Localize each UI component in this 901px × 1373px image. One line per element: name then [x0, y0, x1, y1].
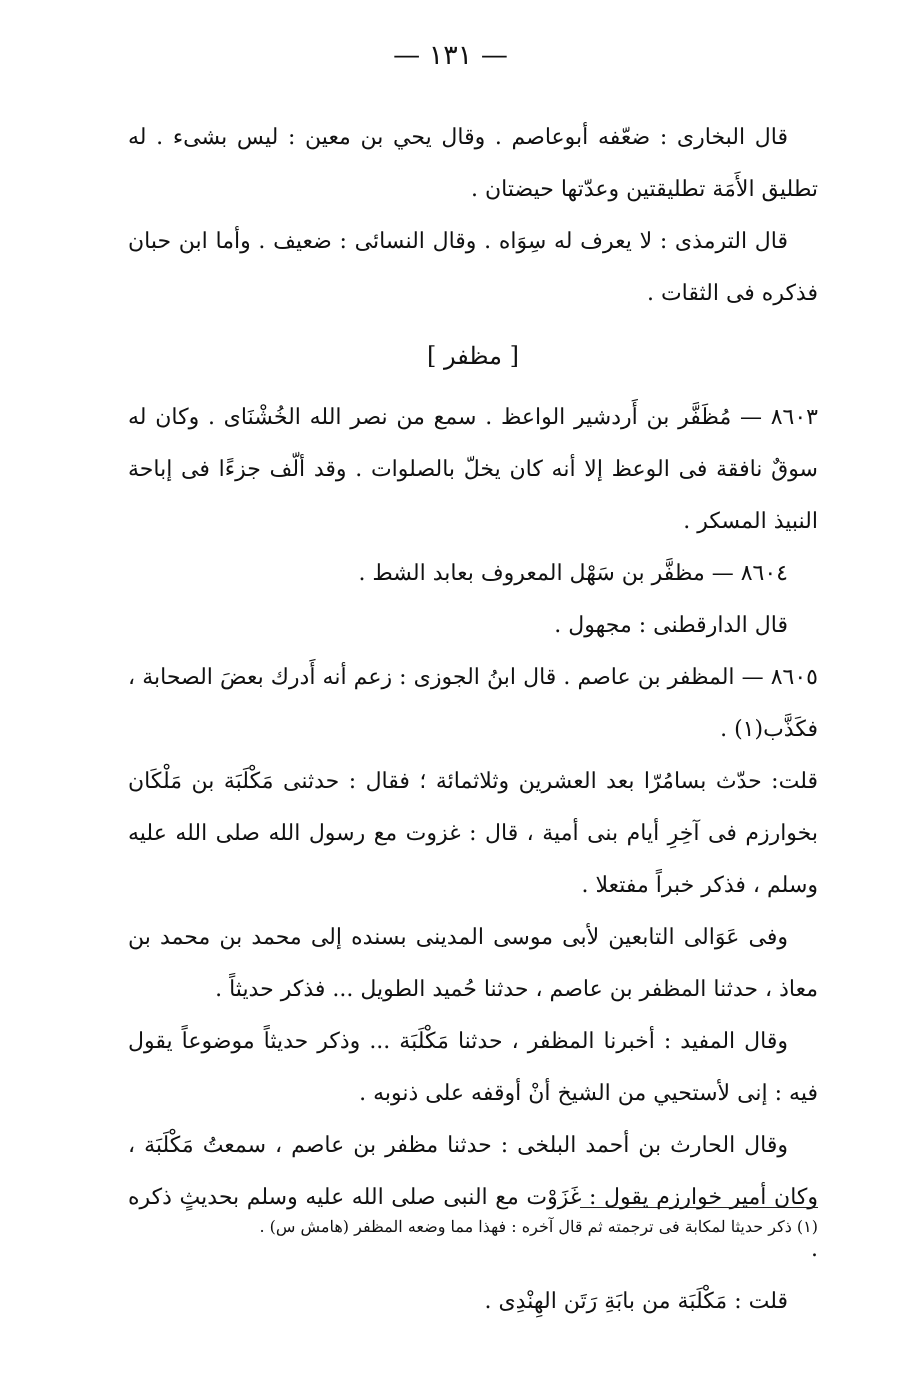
- footnote: (١) ذكر حديثا لمكابة فى ترجمته ثم قال آخره : فهذا مما وضعه المظفر (هامش س) .: [259, 1217, 818, 1236]
- page-number: — ١٣١ —: [393, 40, 508, 71]
- paragraph-qultu-samarra: قلت: حدّث بسامُرّا بعد العشرين وثلاثمائة ؛ فقال : حدثنى مَكْلَبَة بن مَلْكَان بخوارزم فى آخِرِ أيام بنى أمية ، قال : غزوت مع رسول الله صلى الله عليه وسلم ، فذكر خبراً مفتعلا .: [128, 769, 818, 898]
- paragraph-qultu-maklaba: قلت : مَكْلَبَة من بابَةِ رَتَن الهِنْدِى .: [484, 1289, 788, 1314]
- paragraph-tirmidhi: قال الترمذى : لا يعرف له سِوَاه . وقال النسائى : ضعيف . وأما ابن حبان فذكره فى الثقات .: [128, 229, 818, 306]
- paragraph-bukhari: قال البخارى : ضعّفه أبوعاصم . وقال يحي بن معين : ليس بشىء . له تطليق الأَمَة تطليقتين وعدّتها حيضتان .: [128, 125, 818, 202]
- footnote-divider: [580, 1207, 818, 1208]
- entry-8603: ٨٦٠٣ — مُظَفَّر بن أَردشير الواعظ . سمع من نصر الله الخُشْنَاى . وكان له سوقٌ نافقة فى الوعظ إلا أنه كان يخلّ بالصلوات . وقد ألّف جزءًا فى إباحة النبيذ المسكر .: [128, 405, 818, 534]
- paragraph-awali: وفى عَوَالى التابعين لأبى موسى المدينى بسنده إلى محمد بن محمد بن معاذ ، حدثنا المظفر بن عاصم ، حدثنا حُميد الطويل ... فذكر حديثاً .: [128, 925, 818, 1002]
- paragraph-daraqutni: قال الدارقطنى : مجهول .: [554, 613, 788, 638]
- body-text: [128, 112, 818, 1328]
- paragraph-mufid: وقال المفيد : أخبرنا المظفر ، حدثنا مَكْلَبَة ... وذكر حديثاً موضوعاً يقول فيه : إنى لأستحيي من الشيخ أنْ أوقفه على ذنوبه .: [128, 1029, 818, 1106]
- entry-8604: ٨٦٠٤ — مظفَّر بن سَهْل المعروف بعابد الشط .: [358, 561, 788, 586]
- section-heading: [ مظفر ]: [427, 342, 519, 370]
- entry-8605: ٨٦٠٥ — المظفر بن عاصم . قال ابنُ الجوزى : زعم أنه أَدرك بعضَ الصحابة ، فكَذَّب(١) .: [128, 665, 818, 742]
- paragraph-harith: وقال الحارث بن أحمد البلخى : حدثنا مظفر بن عاصم ، سمعتُ مَكْلَبَة ، وكان أمير خوارزم يقول : غَزَوْت مع النبى صلى الله عليه وسلم بحديثٍ ذكره .: [128, 1133, 818, 1262]
